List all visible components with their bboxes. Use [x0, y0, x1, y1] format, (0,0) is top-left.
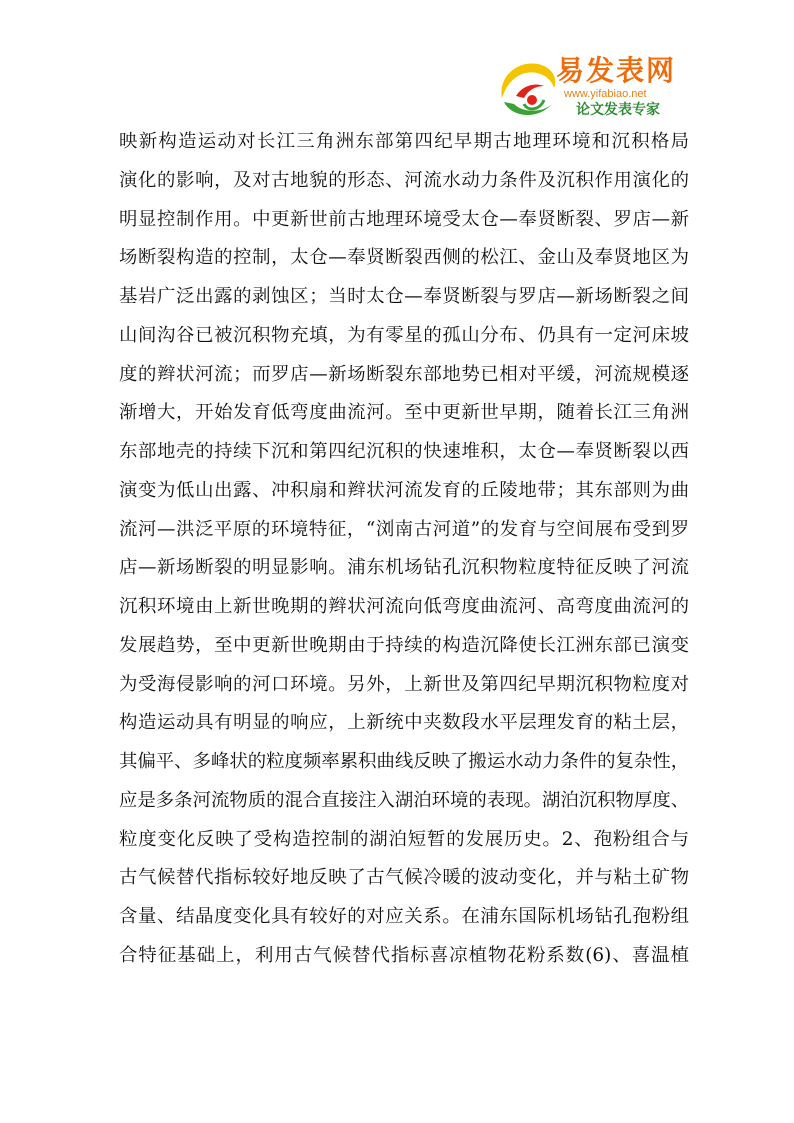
text-line: 基岩广泛出露的剥蚀区；当时太仓—奉贤断裂与罗店—新场断裂之间: [119, 286, 689, 307]
text-line: 合特征基础上，利用古气候替代指标喜凉植物花粉系数(6)、喜温植: [119, 944, 689, 966]
text-line: 映新构造运动对长江三角洲东部第四纪早期古地理环境和沉积格局: [119, 131, 689, 152]
text-line: 明显控制作用。中更新世前古地理环境受太仓—奉贤断裂、罗店—新: [119, 208, 689, 230]
text-line: 沉积环境由上新世晚期的辫状河流向低弯度曲流河、高弯度曲流河的: [119, 596, 689, 617]
text-line: 粒度变化反映了受构造控制的湖泊短暂的发展历史。2、孢粉组合与: [119, 828, 689, 850]
text-line: 古气候替代指标较好地反映了古气候冷暖的波动变化，并与粘土矿物: [119, 867, 689, 889]
text-line: 渐增大，开始发育低弯度曲流河。至中更新世早期，随着长江三角洲: [119, 402, 689, 424]
text-line: 店—新场断裂的明显影响。浦东机场钻孔沉积物粒度特征反映了河流: [119, 557, 689, 579]
logo-url: www.yifabiao.net: [564, 88, 647, 100]
text-line: 含量、结晶度变化具有较好的对应关系。在浦东国际机场钻孔孢粉组: [119, 906, 689, 927]
text-line: 应是多条河流物质的混合直接注入湖泊环境的表现。湖泊沉积物厚度、: [119, 789, 689, 811]
text-line: 山间沟谷已被沉积物充填，为有零星的孤山分布、仍具有一定河床坡: [119, 324, 689, 346]
text-line: 其偏平、多峰状的粒度频率累积曲线反映了搬运水动力条件的复杂性，: [119, 751, 689, 772]
text-line: 演变为低山出露、冲积扇和辫状河流发育的丘陵地带；其东部则为曲: [119, 479, 689, 501]
text-line: 东部地壳的持续下沉和第四纪沉积的快速堆积，太仓—奉贤断裂以西: [119, 441, 689, 462]
site-logo[interactable]: [494, 52, 680, 126]
text-line: 场断裂构造的控制，太仓—奉贤断裂西侧的松江、金山及奉贤地区为: [119, 247, 689, 269]
logo-swirl-icon: [494, 52, 564, 122]
text-line: 为受海侵影响的河口环境。另外，上新世及第四纪早期沉积物粒度对: [119, 673, 689, 695]
text-line: 演化的影响，及对古地貌的形态、河流水动力条件及沉积作用演化的: [119, 169, 689, 191]
text-line: 度的辫状河流；而罗店—新场断裂东部地势已相对平缓，河流规模逐: [119, 363, 689, 385]
document-body: [119, 123, 689, 976]
logo-title: 易发表网: [556, 54, 677, 87]
text-line: 构造运动具有明显的响应，上新统中夹数段水平层理发育的粘土层，: [119, 712, 689, 734]
text-line: 流河—洪泛平原的环境特征，“浏南古河道”的发育与空间展布受到罗: [119, 518, 689, 540]
text-line: 发展趋势，至中更新世晚期由于持续的构造沉降使长江洲东部已演变: [119, 634, 689, 656]
logo-tagline: 论文发表专家: [576, 102, 660, 118]
